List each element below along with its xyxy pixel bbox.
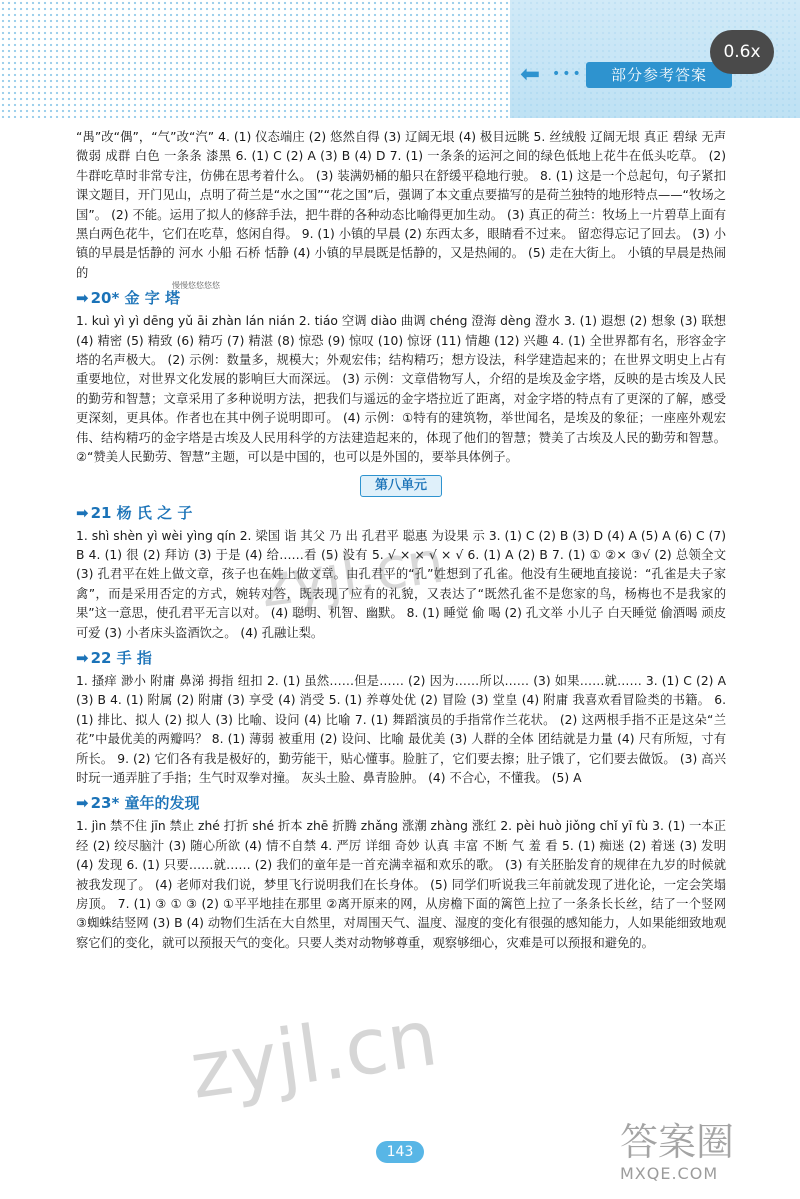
section-title-23: ➡ 23* 童年的发现: [76, 794, 200, 813]
corner-logo-url: MXQE.COM: [620, 1164, 719, 1183]
arrow-right-icon: ➡: [76, 289, 89, 308]
watermark-bottom: zyjl.cn: [184, 993, 443, 1117]
small-handwritten-note: 慢慢悠悠悠悠: [172, 281, 220, 290]
playback-speed-badge[interactable]: 0.6x: [710, 30, 774, 74]
answer-block-19: “禺”改“偶”，“气”改“汽” 4. (1) 仪态端庄 (2) 悠然自得 (3) 辽阔无垠 (4) 极目远眺 5. 丝绒般 辽阔无垠 真正 碧绿 无声 微弱 成群 白色 一条条 漆黑 6. (1) C (2) A (3) B (4) D 7. (1) 一条条的运河之间的绿色低地上花牛在低头吃草。 (2) 牛群吃草时非常专注，仿佛在思考着什么。 (3) 装满奶桶的船只在舒缓平稳地行驶。 8. (1) 这是一个总起句，句子紧扣课文题目，开门见山，点明了荷兰是“水之国”“花之国”后，强调了本文重点要描写的是荷兰独特的地形特点——“牧场之国”。 (2) 不能。运用了拟人的修辞手法，把牛群的各种动态比喻得更加生动。 (3) 真正的荷兰：牧场上一片碧草上面有黑白两色花牛，它们在吃草，悠闲自得。 9. (1) 小镇的早晨 (2) 东西太多，眼睛看不过来。 留恋得忘记了回去。 (3) 小镇的早晨是恬静的 河水 小船 石桥 恬静 (4) 小镇的早晨既是恬静的，又是热闹的。 (5) 走在大街上。 小镇的早晨是热闹的: [76, 130, 726, 280]
corner-logo-text: 答案圈: [620, 1120, 735, 1164]
section-header-tag: 部分参考答案: [586, 62, 732, 88]
corner-watermark-logo: [620, 1120, 790, 1190]
dots-icon: •••: [552, 66, 583, 82]
watermark-center: zyjl.cn: [256, 527, 448, 621]
section-title-21: ➡ 21 杨 氏 之 子: [76, 503, 193, 522]
answer-block-21: 1. shì shèn yì wèi yìng qín 2. 梁国 诣 其父 乃 出 孔君平 聪惠 为设果 示 3. (1) C (2) B (3) D (4) A (5) A (6) C (7) B 4. (1) 很 (2) 拜访 (3) 于是 (4) 给……看 (5) 没有 5. √ × × √ × √ 6. (1) A (2) B 7. (1) ① ②× ③√ (2) 总领全文 (3) 孔君平在姓上做文章，孩子也在姓上做文章。由孔君平的“孔”姓想到了孔雀。他没有生硬地直接说：“孔雀是夫子家禽”，而是采用否定的方式，婉转对答，既表现了应有的礼貌，又表达了“既然孔雀不是您家的鸟，杨梅也不是我家的果”这一意思，使孔君平无言以对。 (4) 聪明、机智、幽默。 8. (1) 睡觉 偷 喝 (2) 孔文举 小儿子 白天睡觉 偷酒喝 顽皮可爱 (3) 小者床头盗酒饮之。 (4) 孔融让梨。: [76, 528, 726, 640]
section-title-20: ➡ 20* 金 字 塔: [76, 289, 180, 308]
section-title-22: ➡ 22 手 指: [76, 648, 152, 667]
arrow-right-icon: ➡: [76, 794, 89, 813]
arrow-right-icon: ➡: [76, 648, 89, 667]
page-number: 143: [376, 1141, 424, 1163]
answer-block-22: 1. 搔痒 渺小 附庸 鼻涕 拇指 纽扣 2. (1) 虽然……但是…… (2) 因为……所以…… (3) 如果……就…… 3. (1) C (2) A (3) B 4. (1) 附属 (2) 附庸 (3) 享受 (4) 消受 5. (1) 养尊处优 (2) 冒险 (3) 堂皇 (4) 附庸 我喜欢看冒险类的书籍。 6. (1) 排比、拟人 (2) 拟人 (3) 比喻、设问 (4) 比喻 7. (1) 舞蹈演员的手指常作兰花状。 (2) 这两根手指不正是这朵“兰花”中最优美的两瓣吗？ 8. (1) 薄弱 被重用 (2) 设问、比喻 最优美 (3) 人群的全体 团结就是力量 (4) 尺有所短，寸有所长。 9. (2) 它们各有我是极好的，勤劳能干，贴心懂事。脸脏了，它们要去擦；肚子饿了，它们要去做饭。 (3) 高兴时玩一通弄脏了手指；生气时双拳对撞。 灰头土脸、鼻青脸肿。 (4) 不合心，不懂我。 (5) A: [76, 673, 726, 785]
unit-title: 第八单元: [360, 475, 442, 497]
answer-block-20: 1. kuì yì yì dēng yǔ āi zhàn lán nián 2. tiáo 空调 diào 曲调 chéng 澄海 dèng 澄水 3. (1) 遐想 (2) 想象 (3) 联想 (4) 精密 (5) 精致 (6) 精巧 (7) 精湛 (8) 惊恐 (9) 惊叹 (10) 惊讶 (11) 情趣 (12) 兴趣 4. (1) 全世界都有名，形容金字塔的名声极大。 (2) 示例：数量多，规模大；外观宏伟；结构精巧；想方设法，科学建造起来的；在世界文明史上占有重要地位，对世界文化发展的影响巨大而深远。 (3) 示例：文章借物写人，介绍的是埃及金字塔，反映的是古埃及人民的勤劳和智慧；文章采用了多种说明方法，把我们与遥远的金字塔拉近了距离，对金字塔的特点有了更深的了解，感受更深刻，更具体。作者也在其中例子说明即可。 (4) 示例：①特有的建筑物，举世闻名，是埃及的象征；一座座外观宏伟、结构精巧的金字塔是古埃及人民用科学的方法建造起来的，体现了他们的智慧；赞美了古埃及人民的勤劳和智慧。②“赞美人民勤劳、智慧”主题，可以是中国的，也可以是外国的，要举具体例子。: [76, 314, 726, 465]
arrow-left-icon: ⬅: [520, 60, 541, 88]
header-dot-band: [0, 0, 800, 118]
arrow-right-icon: ➡: [76, 503, 89, 522]
answer-block-23: 1. jìn 禁不住 jīn 禁止 zhé 打折 shé 折本 zhē 折腾 zhǎng 涨潮 zhàng 涨红 2. pèi huò jiǒng chǐ yī fù 3. (1) 一本正经 (2) 绞尽脑汁 (3) 随心所欲 (4) 情不自禁 4. 严厉 详细 奇妙 认真 丰富 不断 气 羞 看 5. (1) 痴迷 (2) 着迷 (3) 发明 (4) 发现 6. (1) 只要……就…… (2) 我们的童年是一首充满幸福和欢乐的歌。 (3) 有关胚胎发育的规律在九岁的时候就被我发现了。 (4) 老师对我们说，梦里飞行说明我们在长身体。 (5) 同学们听说我三年前就发现了进化论，一定会笑塌房顶。 7. (1) ③ ① ③ (2) ①平平地挂在那里 ②离开原来的网，从房檐下面的篱笆上拉了一条条长长丝，结了一个竖网 ③蜘蛛结竖网 (3) B (4) 动物们生活在大自然里，对周围天气、温度、湿度的变化有很强的感知能力，人如果能细致地观察它们的变化，就可以预报天气的变化。只要人类对动物够尊重，观察够细心，灾难是可以预报和避免的。: [76, 819, 726, 950]
